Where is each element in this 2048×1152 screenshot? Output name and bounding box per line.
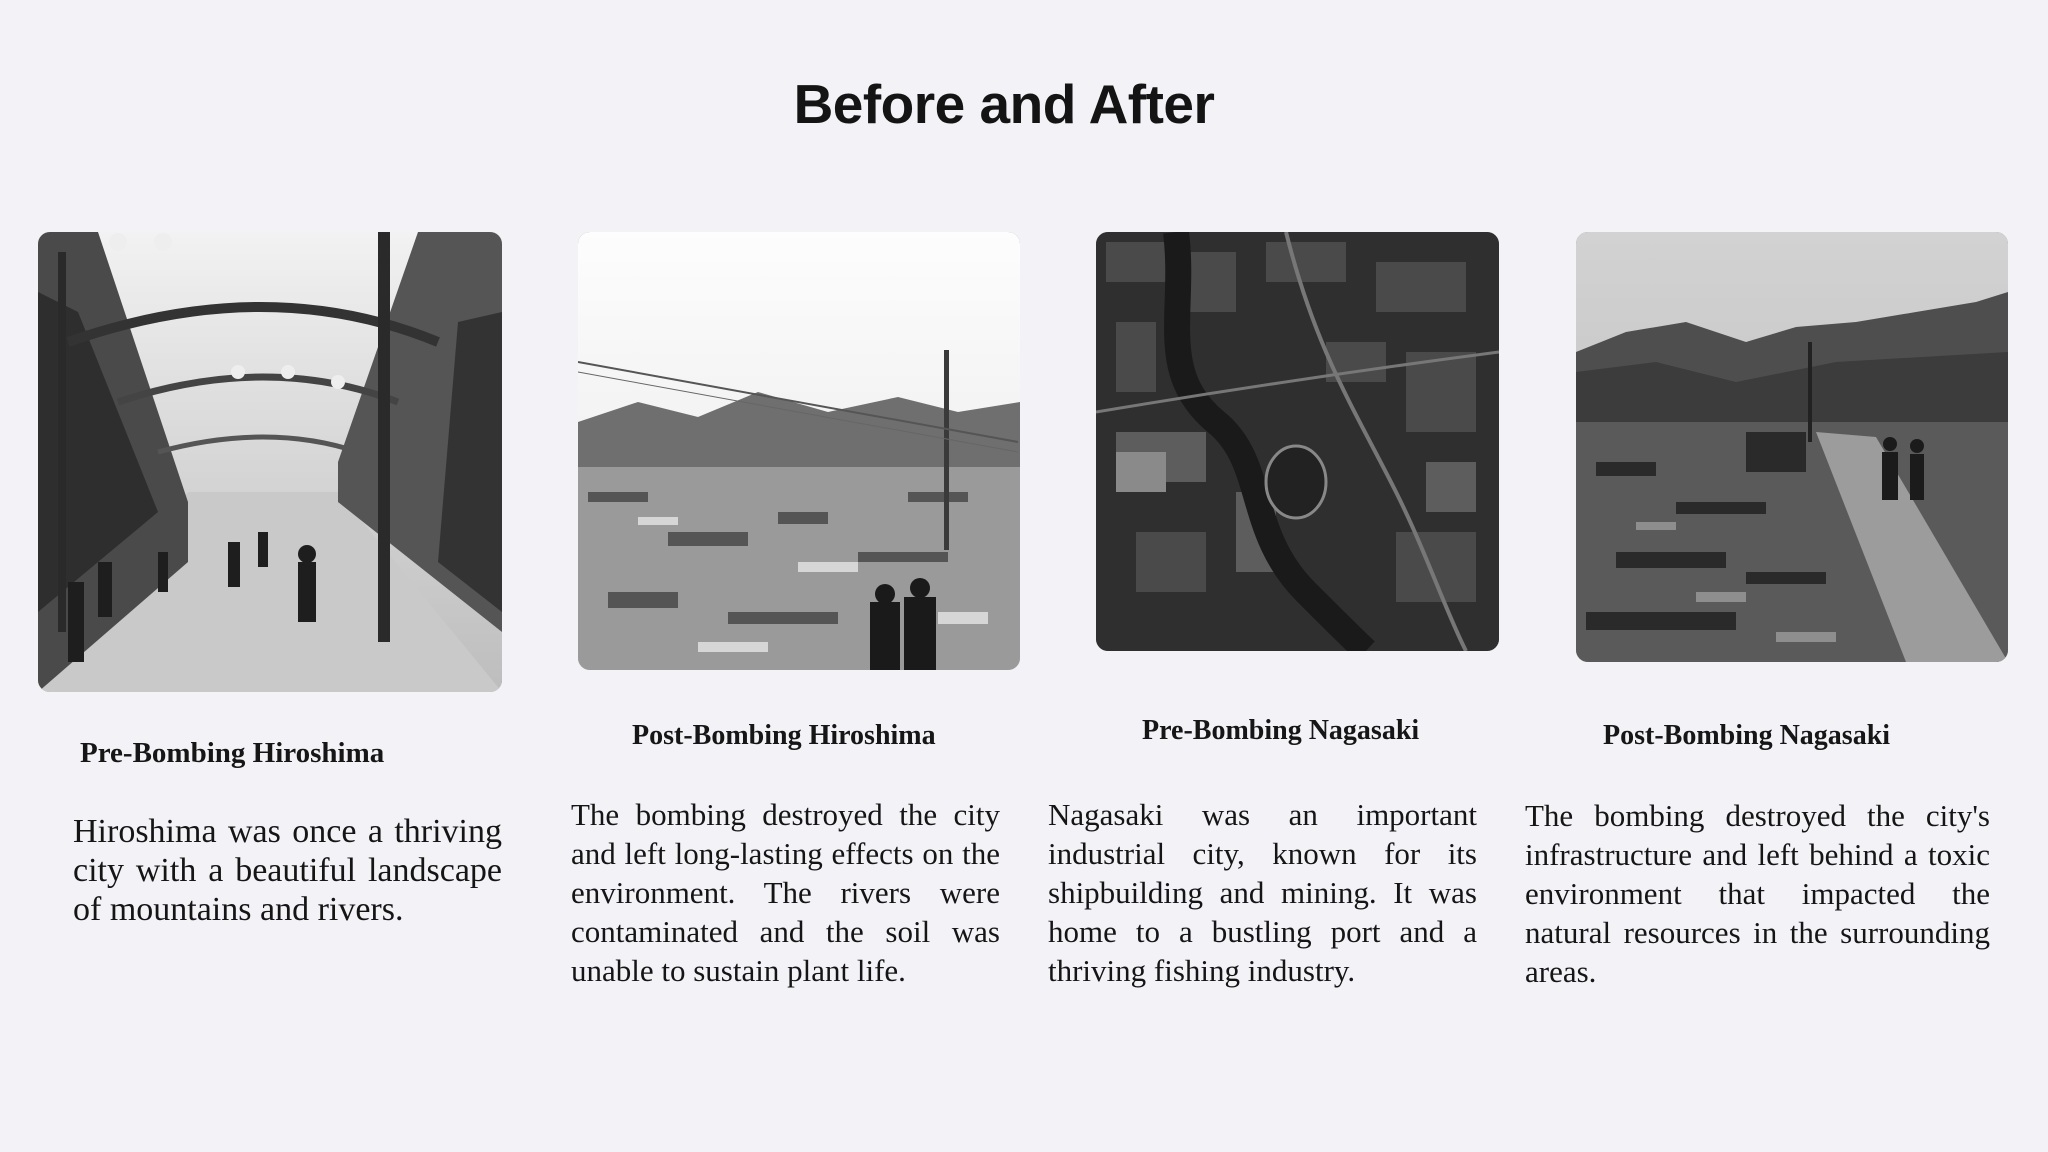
post-bombing-nagasaki-caption: Post-Bombing Nagasaki bbox=[1603, 720, 1891, 751]
pre-bombing-nagasaki-description: Nagasaki was an important industrial city, known for its shipbuilding and mining. It was home to a bustling port and a thriving fishing industry. bbox=[1048, 797, 1477, 988]
pre-bombing-nagasaki-photo bbox=[1096, 232, 1499, 651]
post-bombing-hiroshima-description: The bombing destroyed the city and left long-lasting effects on the environment. The rivers were contaminated and the soil was unable to sustain plant life. bbox=[571, 797, 1000, 988]
slide-title: Before and After bbox=[793, 73, 1215, 135]
pre-bombing-hiroshima-caption: Pre-Bombing Hiroshima bbox=[80, 737, 385, 769]
pre-bombing-hiroshima-photo bbox=[38, 232, 502, 692]
pre-bombing-nagasaki-caption: Pre-Bombing Nagasaki bbox=[1142, 715, 1420, 746]
post-bombing-hiroshima-photo bbox=[578, 232, 1020, 670]
post-bombing-hiroshima-caption: Post-Bombing Hiroshima bbox=[632, 720, 936, 751]
pre-bombing-hiroshima-description: Hiroshima was once a thriving city with a beautiful landscape of mountains and rivers. bbox=[73, 813, 502, 928]
post-bombing-nagasaki-photo bbox=[1576, 232, 2008, 662]
post-bombing-nagasaki-description: The bombing destroyed the city's infrastructure and left behind a toxic environment that impacted the natural resources in the surrounding areas. bbox=[1525, 798, 1990, 989]
